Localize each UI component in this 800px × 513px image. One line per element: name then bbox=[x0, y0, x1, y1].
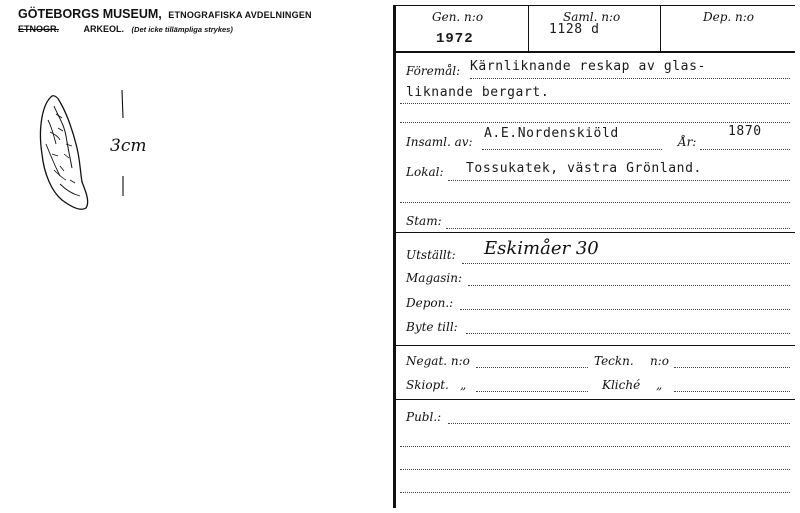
ar-value: 1870 bbox=[728, 124, 762, 139]
arkeol-label: ARKEOL. bbox=[83, 24, 125, 34]
stam-label: Stam: bbox=[406, 214, 442, 228]
ethno-label: ETNOGR. bbox=[18, 24, 60, 34]
scale-label: 3cm bbox=[110, 136, 147, 156]
publ-label: Publ.: bbox=[406, 410, 442, 424]
insaml-dotline bbox=[482, 149, 662, 150]
foremal-dotline1 bbox=[470, 78, 790, 79]
gen-label: Gen. n:o bbox=[432, 10, 484, 24]
foremal-line2: liknande bergart. bbox=[406, 85, 550, 100]
magasin-dotline bbox=[468, 285, 790, 286]
byte-border bbox=[393, 345, 795, 346]
skiopt-mark: „ bbox=[460, 378, 467, 392]
depon-label: Depon.: bbox=[406, 296, 454, 310]
saml-value: 1128 d bbox=[549, 22, 600, 37]
saml-label: Saml. n:o bbox=[563, 10, 621, 24]
card-left-border bbox=[393, 5, 396, 508]
gen-saml-divider bbox=[528, 5, 529, 52]
utstallt-label: Utställt: bbox=[406, 248, 456, 262]
card-top-border bbox=[393, 5, 795, 6]
utstallt-dotline bbox=[462, 263, 790, 264]
foremal-label: Föremål: bbox=[406, 64, 461, 78]
stam-dotline bbox=[446, 228, 790, 229]
byte-label: Byte till: bbox=[406, 320, 458, 334]
teckn-label: Teckn. bbox=[594, 354, 634, 368]
kliche-label: Kliché bbox=[602, 378, 641, 392]
foremal-dotline3 bbox=[400, 122, 790, 123]
insaml-value: A.E.Nordenskiöld bbox=[484, 126, 619, 141]
teckn-no-label: n:o bbox=[650, 354, 669, 368]
skiopt-label: Skiopt. bbox=[406, 378, 449, 392]
skiopt-border bbox=[393, 399, 795, 400]
publ-dotline2 bbox=[400, 446, 790, 447]
teckn-dotline bbox=[674, 367, 790, 368]
kliche-dotline bbox=[674, 391, 790, 392]
publ-dotline3 bbox=[400, 469, 790, 470]
insaml-label: Insaml. av: bbox=[406, 135, 473, 149]
skiopt-dotline bbox=[476, 391, 588, 392]
publ-dotline4 bbox=[400, 492, 790, 493]
lokal-value: Tossukatek, västra Grönland. bbox=[466, 161, 702, 176]
foremal-dotline2 bbox=[400, 103, 790, 104]
saml-dep-divider bbox=[660, 5, 661, 52]
card-header-line2 bbox=[18, 24, 233, 34]
publ-dotline1 bbox=[448, 423, 790, 424]
card-header-line1 bbox=[18, 7, 312, 21]
ar-dotline bbox=[700, 149, 790, 150]
kliche-mark: „ bbox=[656, 378, 663, 392]
foremal-line1: Kärnliknande reskap av glas- bbox=[470, 59, 706, 74]
museum-name: GÖTEBORGS MUSEUM, bbox=[18, 7, 162, 21]
byte-dotline bbox=[466, 333, 790, 334]
dep-label: Dep. n:o bbox=[703, 10, 755, 24]
header-note: (Det icke tillämpliga strykes) bbox=[131, 25, 233, 34]
negat-dotline bbox=[476, 367, 588, 368]
gen-value: 1972 bbox=[436, 31, 474, 47]
utstallt-value: Eskimåer 30 bbox=[484, 238, 599, 259]
lokal-dotline2 bbox=[400, 202, 790, 203]
department-name: ETNOGRAFISKA AVDELNINGEN bbox=[168, 10, 312, 20]
lokal-label: Lokal: bbox=[406, 165, 444, 179]
negat-label: Negat. n:o bbox=[406, 354, 470, 368]
ar-label: År: bbox=[678, 135, 697, 149]
stam-border bbox=[393, 232, 795, 233]
magasin-label: Magasin: bbox=[406, 271, 463, 285]
lokal-dotline1 bbox=[448, 180, 790, 181]
depon-dotline bbox=[460, 309, 790, 310]
header-row-border bbox=[393, 51, 795, 53]
